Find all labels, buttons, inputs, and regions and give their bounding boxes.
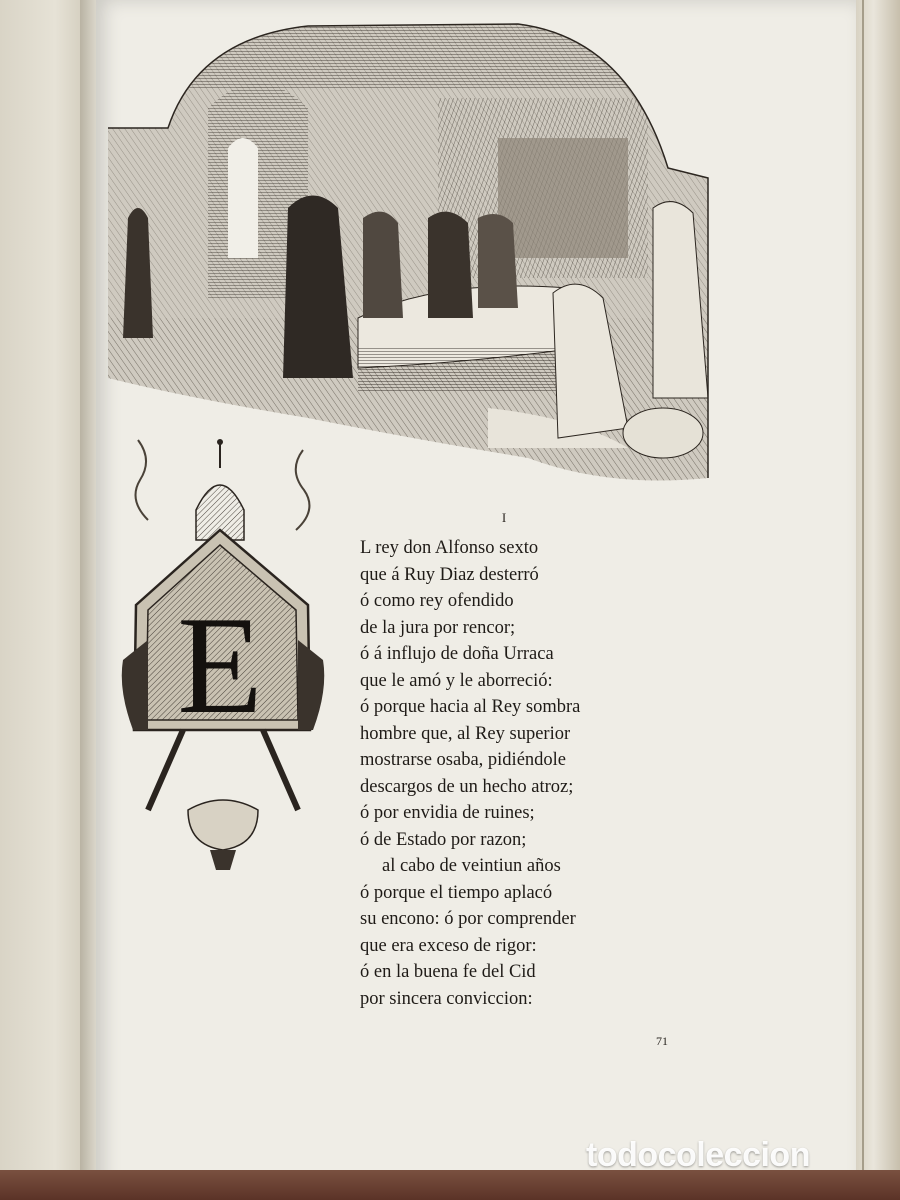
verse-line: que á Ruy Diaz desterró: [360, 564, 539, 585]
verse-line: ó porque el tiempo aplacó: [360, 882, 553, 903]
verse-line: ó de Estado por razon;: [360, 829, 527, 850]
verse-line: ó á influjo de doña Urraca: [360, 644, 554, 664]
poem-text: [360, 535, 690, 1012]
page-number: 71: [656, 1034, 668, 1048]
verse-line: ó como rey ofendido: [360, 591, 514, 611]
verse-line: que era exceso de rigor:: [360, 935, 537, 956]
watermark-logo: todocoleccion: [586, 1136, 810, 1174]
verse-line: de la jura por rencor;: [360, 617, 516, 638]
page-edge-line: [862, 0, 864, 1200]
verse-line: descargos de un hecho atroz;: [360, 776, 574, 797]
verse-line: ó en la buena fe del Cid: [360, 962, 536, 982]
section-number: I: [501, 510, 507, 525]
verse-line: al cabo de veintiun años: [382, 856, 561, 876]
verse-line: mostrarse osaba, pidiéndole: [360, 750, 567, 770]
drop-cap-ornament: [118, 430, 328, 900]
left-page: [0, 0, 92, 1200]
verse-line: ó por envidia de ruines;: [360, 803, 535, 823]
verse-line: L rey don Alfonso sexto: [360, 538, 539, 558]
verse-line: por sincera conviccion:: [360, 988, 533, 1009]
verse-line: que le amó y le aborreció:: [360, 670, 553, 691]
verse-line: ó porque hacia al Rey sombra: [360, 697, 581, 717]
verse-line: hombre que, al Rey superior: [360, 723, 571, 744]
drop-cap-letter: E: [177, 588, 263, 743]
verse-line: su encono: ó por comprender: [360, 909, 576, 929]
